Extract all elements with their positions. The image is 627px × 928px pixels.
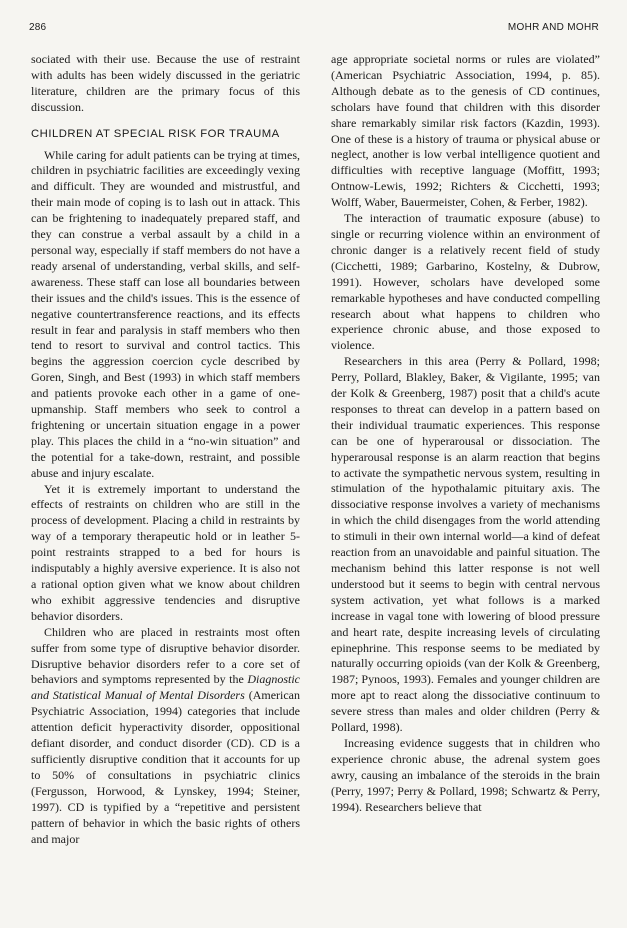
paragraph: Yet it is extremely important to understand the effects of restraints on children who are still in the process of development. Placing a child in restraints by way of a temporary therapeutic hold or in leather 5-point restraints strapped to a bed for hours is indisputably a highly aversive experience. It is also not a rational option given what we know about children who exhibit aggressive tendencies and disruptive behavior disorders. bbox=[31, 481, 300, 623]
paragraph-continued: age appropriate societal norms or rules are violated” (American Psychiatric Association, 1994, p. 85). Although debate as to the genesis of CD continues, scholars have found that children with this disorder share remarkably similar risk factors (Kazdin, 1993). One of these is a history of trauma or physical abuse or neglect, another is low verbal intelligence quotient and difficulties with receptive language (Moffitt, 1993; Ontnow-Lewis, 1992; Richters & Cicchetti, 1993; Wolff, Waber, Bauermeister, Cohen, & Ferber, 1982). bbox=[331, 52, 600, 210]
paragraph: Increasing evidence suggests that in children who experience chronic abuse, the adrenal system goes awry, causing an imbalance of the steroids in the brain (Perry, 1997; Perry & Pollard, 1998; Schwartz & Perry, 1994). Researchers believe that bbox=[331, 735, 600, 814]
running-head: MOHR AND MOHR bbox=[507, 22, 599, 33]
section-heading: CHILDREN AT SPECIAL RISK FOR TRAUMA bbox=[31, 127, 280, 140]
paragraph-text: (American Psychiatric Association, 1994) categories that include attention deficit hyperactivity disorder, oppositional defiant disorder, and conduct disorder (CD). CD is a sufficiently disruptive condition that it accounts for up to 50% of consultations in psychiatric clinics (Fergusson, Horwood, & Lynskey, 1994; Steiner, 1997). CD is typified by a “repetitive and persistent pattern of behavior in which the basic rights of others and major bbox=[31, 688, 300, 846]
paragraph bbox=[31, 625, 300, 848]
paragraph: While caring for adult patients can be trying at times, children in psychiatric facilities are exceedingly vexing and difficult. They are wounded and mistrustful, and their main mode of coping is to lash out in attack. This can be frightening to inadequately prepared staff, and they can construe a verbal assault by a child in a personal way, especially if staff members do not have a ready arsenal of understanding, verbal skills, and self-awareness. These staff can lose all boundaries between their issues and the child's issues. This is the essence of negative countertransference reactions, and its effects result in fear and paralysis in staff members who then tend to resort to survival and control tactics. This begins the aggression coercion cycle described by Goren, Singh, and Best (1993) in which staff members and patients provoke each other in a game of one-upmanship. Staff members who seek to control a frightening or uncertain situation engage in a power play. This places the child in a “no-win situation” and the potential for a take-down, restraint, and possible abuse and injury escalate. bbox=[31, 147, 300, 480]
dsm-title: Diagnostic and Statistical Manual of Mental Disorders bbox=[31, 672, 300, 703]
paragraph-text: Children who are placed in restraints most often suffer from some type of disruptive behavior disorder. Disruptive behavior disorders refer to a core set of behaviors and symptoms represented by the bbox=[31, 624, 300, 687]
paragraph-continued: sociated with their use. Because the use of restraint with adults has been widely discussed in the geriatric literature, children are the primary focus of this discussion. bbox=[31, 52, 300, 114]
paragraph: Researchers in this area (Perry & Pollard, 1998; Perry, Pollard, Blakley, Baker, & Vigilante, 1995; van der Kolk & Greenberg, 1987) posit that a child's acute responses to threat can develop in a pattern based on their individual traumatic experiences. This response can be one of hyperarousal or dissociation. The hyperarousal response is an alarm reaction that begins to activate the sympathetic nervous system, resulting in stimulation of the hypothalamic pituitary axis. The dissociative response involves a variety of mechanisms in which the child disengages from the world attending to stimuli in their own internal world—a kind of defeat reaction from an unavoidable and painful situation. The mechanism behind this latter response is not well understood but it seems to begin with central nervous system activation, yet what follows is a marked increase in vagal tone with lowering of blood pressure and heart rate, despite increasing levels of circulating epinephrine. This response seems to be mediated by naturally occurring opioids (van der Kolk & Greenberg, 1987; Pynoos, 1993). Females and younger children are more apt to react along the dissociative continuum to severe stress than males and older children (Perry & Pollard, 1998). bbox=[331, 354, 600, 735]
left-column bbox=[31, 52, 300, 847]
page-number: 286 bbox=[29, 22, 47, 33]
right-column bbox=[331, 52, 600, 816]
paragraph: The interaction of traumatic exposure (abuse) to single or recurring violence within an environment of chronic danger is a relatively recent field of study (Cicchetti, 1989; Garbarino, Kostelny, & Dubrow, 1991). However, scholars have developed some remarkable hypotheses and have conducted compelling research about what happens to children who experience chronic abuse, and those exposed to violence. bbox=[331, 211, 600, 353]
